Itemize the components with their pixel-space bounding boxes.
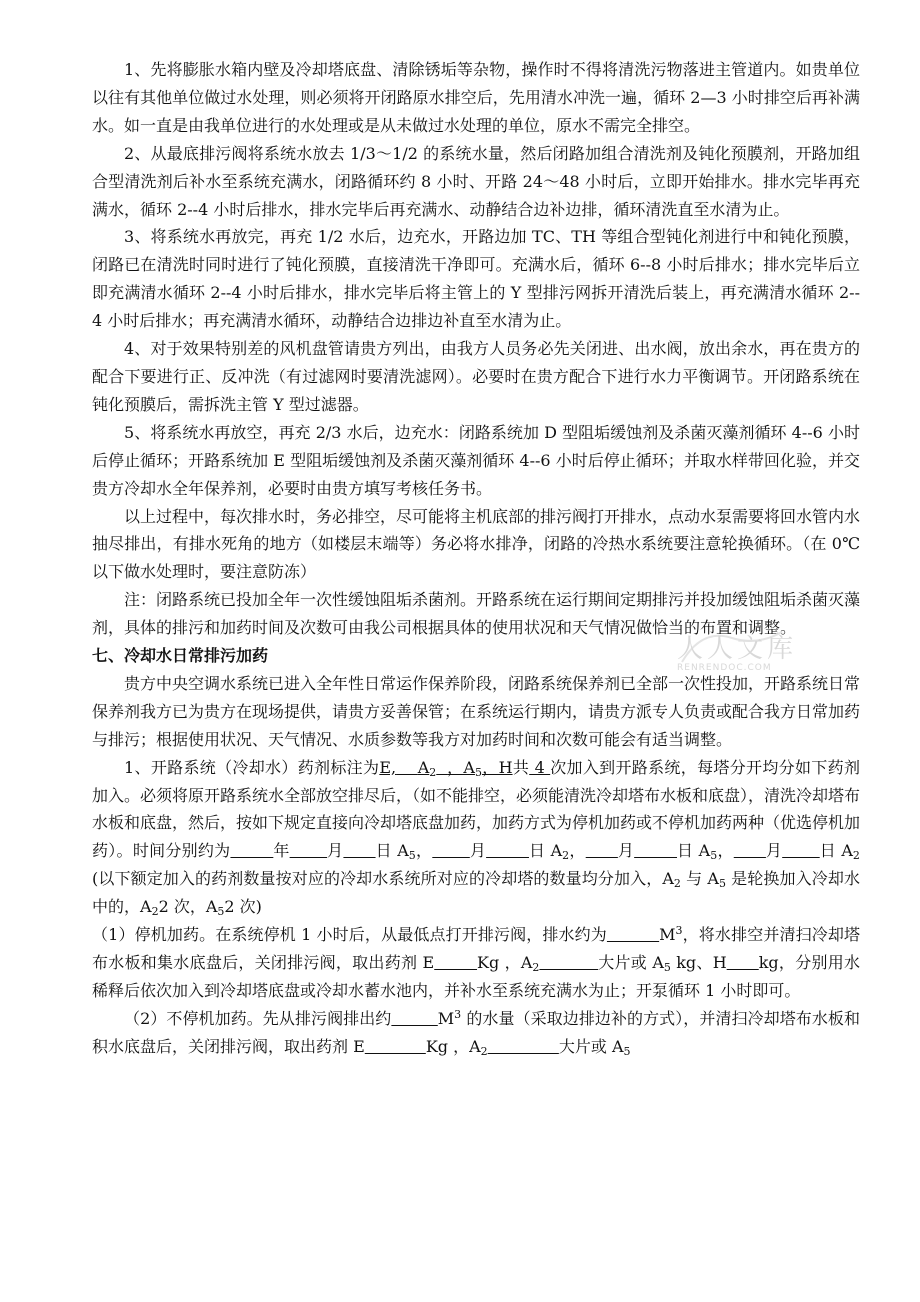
field-agent-e: E, $A_2$ — [379, 757, 437, 779]
paragraph-open-system: 1、开路系统（冷却水）药剂标注为E, $A_2$ ，$A_5$，H共 4 次加入到开路系统，每塔分开均分如下药剂加入。必须将原开路系统水全部放空排尽后，（如不能排空，必须能清洗冷却塔布水板和底盘），清洗冷却塔布水板和底盘，然后，按如下规定直接向冷却塔底盘加药，加药方式为停机加药或不停机加药两种（优选停机加药）。时间分别约为 年 月 日 $A_5$， 月 日 $A_2$， 月 日 $A_5$， 月 日 $A_2$ (以下额定加入的药剂数量按对应的冷却水系统所对应的冷却塔的数量均分加入，$A_2$ 与 $A_5$ 是轮换加入冷却水中的，$A_22$ 次，$A_52$ 次) — [92, 757, 861, 919]
blank-field — [782, 841, 820, 860]
paragraph-step-2: 2、从最底排污阀将系统水放去 1/3～1/2 的系统水量，然后闭路加组合清洗剂及钝化预膜剂，开路加组合型清洗剂后补水至系统充满水，闭路循环约 8 小时、开路 24～48 小时后，立即开始排水。排水完毕再充满水，循环 2--4 小时后排水，排水完毕后再充满水、动静结合边补边排，循环清洗直至水清为止。 — [92, 143, 860, 219]
blank-field — [607, 925, 659, 944]
document-page — [92, 56, 860, 1061]
blank-field — [734, 841, 766, 860]
field-agent-a5: ，$A_5$，H — [447, 757, 513, 779]
blank-field — [230, 841, 273, 860]
paragraph-stop-dosing: （1）停机加药。在系统停机 1 小时后，从最低点打开排污阀，排水约为 $M^3$，将水排空并清扫冷却塔布水板和集水底盘后，关闭排污阀，取出药剂 E Kg ，$A_2$ 大片或 $A_5$ kg、H kg，分别用水稀释后依次加入到冷却塔底盘或冷却水蓄水池内，并补水至系统充满水为止；开泵循环 1 小时即可。 — [92, 924, 860, 1000]
paragraph-step-5: 5、将系统水再放空，再充 2/3 水后，边充水：闭路系统加 D 型阻垢缓蚀剂及杀菌灭藻剂循环 4--6 小时后停止循环；开路系统加 E 型阻垢缓蚀剂及杀菌灭藻剂循环 4--6 小时后停止循环；并取水样带回化验，并交贵方冷却水全年保养剂，必要时由贵方填写考核任务书。 — [92, 422, 860, 498]
blank-field — [486, 841, 529, 860]
watermark-cn: 人人文库 — [677, 634, 798, 664]
blank-field — [391, 1009, 437, 1028]
watermark-en: RENRENDOC.COM — [677, 663, 772, 673]
paragraph-intro: 贵方中央空调水系统已进入全年性日常运作保养阶段，闭路系统保养剂已全部一次性投加，开路系统日常保养剂我方已为贵方在现场提供，请贵方妥善保管；在系统运行期内，请贵方派专人负责或配合我方日常加药与排污；根据使用状况、天气情况、水质参数等我方对加药时间和次数可能会有适当调整。 — [92, 673, 861, 749]
blank-field — [343, 841, 375, 860]
paragraph-remark: 注：闭路系统已投加全年一次性缓蚀阻垢杀菌剂。开路系统在运行期间定期排污并投加缓蚀阻垢杀菌灭藻剂，具体的排污和加药时间及次数可由我公司根据具体的使用状况和天气情况做恰当的布置和调整。 — [92, 590, 861, 638]
text: 1、开路系统（冷却水）药剂标注为 — [124, 757, 380, 777]
section-heading: 七、冷却水日常排污加药 — [92, 646, 269, 666]
watermark — [677, 628, 797, 673]
blank-field — [434, 953, 477, 972]
paragraph-process-note: 以上过程中，每次排水时，务必排空，尽可能将主机底部的排污阀打开排水，点动水泵需要将回水管内水抽尽排出，有排水死角的地方（如楼层末端等）务必将水排净，闭路的冷热水系统要注意轮换循环。（在 0℃以下做水处理时，要注意防冻） — [92, 506, 861, 582]
paragraph-nonstop-dosing: （2）不停机加药。先从排污阀排出约 $M^3$ 的水量（采取边排边补的方式），并清扫冷却塔布水板和积水底盘后，关闭排污阀，取出药剂 E Kg ，$A_2$ 大片或 $A_5$ — [92, 1007, 860, 1058]
paragraph-step-1: 1、先将膨胀水箱内壁及冷却塔底盘、清除锈垢等杂物，操作时不得将清洗污物落进主管道内。如贵单位以往有其他单位做过水处理，则必须将开闭路原水排空后，先用清水冲洗一遍，循环 2—3 小时排空后再补满水。如一直是由我单位进行的水处理或是从未做过水处理的单位，原水不需完全排空。 — [92, 60, 860, 135]
paragraph-step-3: 3、将系统水再放完，再充 1/2 水后，边充水，开路边加 TC、TH 等组合型钝化剂进行中和钝化预膜，闭路已在清洗时同时进行了钝化预膜，直接清洗干净即可。充满水后，循环 6--8 小时后排水；排水完毕后立即充满清水循环 2--4 小时后排水，排水完毕后将主管上的 Y 型排污网拆开清洗后装上，再充满清水循环 2--4 小时后排水；再充满清水循环，动静结合边排边补直至水清为止。 — [92, 227, 860, 331]
blank-field — [539, 953, 598, 972]
blank-field — [727, 953, 759, 972]
blank-field — [586, 841, 618, 860]
blank-field — [365, 1037, 426, 1056]
blank-field — [432, 841, 470, 860]
paragraph-step-4: 4、对于效果特别差的风机盘管请贵方列出，由我方人员务必先关闭进、出水阀，放出余水，再在贵方的配合下要进行正、反冲洗（有过滤网时要清洗滤网）。必要时在贵方配合下进行水力平衡调节。开闭路系统在钝化预膜后，需拆洗主管 Y 型过滤器。 — [92, 339, 860, 414]
blank-field — [290, 841, 328, 860]
blank-field — [634, 841, 677, 860]
field-times: 4 — [529, 757, 551, 777]
blank-field — [488, 1037, 559, 1056]
